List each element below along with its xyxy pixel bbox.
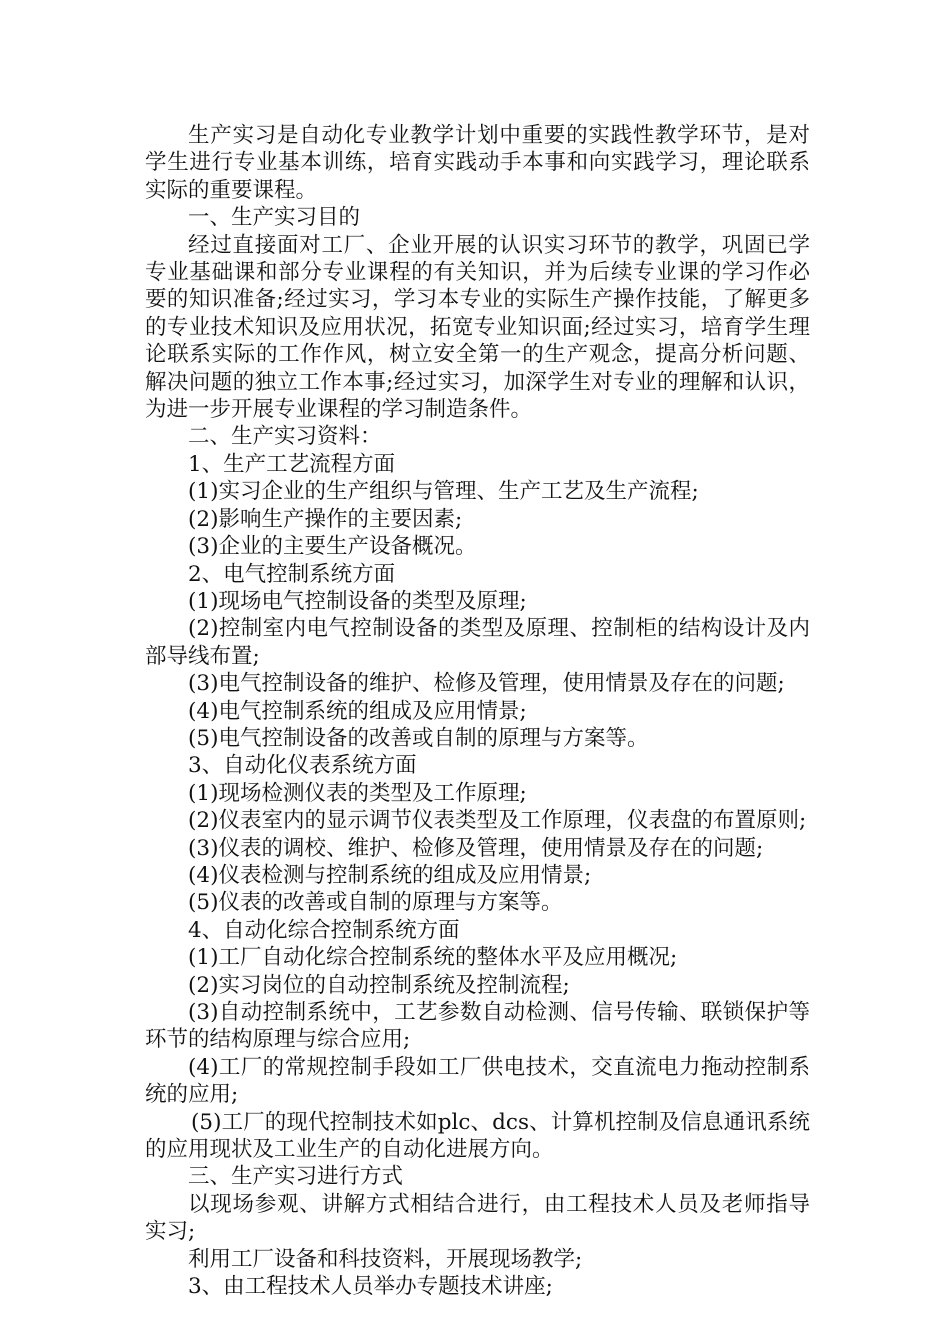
- list-item: (1)现场检测仪表的类型及工作原理;: [188, 780, 527, 806]
- list-item: (3)仪表的调校、维护、检修及管理，使用情景及存在的问题;: [188, 835, 764, 861]
- paragraph-method: 利用工厂设备和科技资料，开展现场教学;: [188, 1246, 583, 1272]
- heading-purpose: 一、生产实习目的: [188, 205, 361, 231]
- heading-method: 三、生产实习进行方式: [188, 1164, 404, 1190]
- list-item: (5)工厂的现代控制技术如plc、dcs、计算机控制及信息通讯系统的应用现状及工业生产的自动化进展方向。: [145, 1109, 810, 1163]
- list-item: (4)工厂的常规控制手段如工厂供电技术，交直流电力拖动控制系统的应用;: [145, 1054, 810, 1108]
- paragraph-intro: 生产实习是自动化专业教学计划中重要的实践性教学环节，是对学生进行专业基本训练，培育实践动手本事和向实践学习，理论联系实际的重要课程。: [145, 123, 810, 203]
- list-item: (4)电气控制系统的组成及应用情景;: [188, 698, 527, 724]
- list-item: (1)工厂自动化综合控制系统的整体水平及应用概况;: [188, 945, 678, 971]
- paragraph-method: 以现场参观、讲解方式相结合进行，由工程技术人员及老师指导实习;: [145, 1191, 810, 1245]
- subheading-instrument: 3、自动化仪表系统方面: [188, 753, 417, 779]
- list-item: (5)电气控制设备的改善或自制的原理与方案等。: [188, 725, 649, 751]
- list-item: (4)仪表检测与控制系统的组成及应用情景;: [188, 862, 592, 888]
- list-item: (2)影响生产操作的主要因素;: [188, 506, 463, 532]
- list-item: (3)自动控制系统中，工艺参数自动检测、信号传输、联锁保护等环节的结构原理与综合应用;: [145, 1000, 810, 1053]
- list-item: (1)实习企业的生产组织与管理、生产工艺及生产流程;: [188, 479, 699, 505]
- subheading-process: 1、生产工艺流程方面: [188, 451, 396, 477]
- list-item: (5)仪表的改善或自制的原理与方案等。: [188, 890, 563, 916]
- subheading-electrical: 2、电气控制系统方面: [188, 561, 396, 587]
- paragraph-purpose: 经过直接面对工厂、企业开展的认识实习环节的教学，巩固已学专业基础课和部分专业课程的有关知识，并为后续专业课的学习作必要的知识准备;经过实习，学习本专业的实际生产操作技能，了解更多的专业技术知识及应用状况，拓宽专业知识面;经过实习，培育学生理论联系实际的工作作风，树立安全第一的生产观念，提高分析问题、解决问题的独立工作本事;经过实习，加深学生对专业的理解和认识，为进一步开展专业课程的学习制造条件。: [145, 232, 810, 423]
- list-item: (2)控制室内电气控制设备的类型及原理、控制柜的结构设计及内部导线布置;: [145, 616, 810, 669]
- list-item: (2)仪表室内的显示调节仪表类型及工作原理，仪表盘的布置原则;: [188, 808, 807, 834]
- list-item: (1)现场电气控制设备的类型及原理;: [188, 588, 527, 614]
- list-item: (3)企业的主要生产设备概况。: [188, 534, 477, 560]
- heading-content: 二、生产实习资料：: [188, 424, 382, 450]
- document-body: [145, 122, 810, 1300]
- list-item: (2)实习岗位的自动控制系统及控制流程;: [188, 972, 570, 998]
- paragraph-method: 3、由工程技术人员举办专题技术讲座;: [188, 1274, 553, 1300]
- subheading-integrated: 4、自动化综合控制系统方面: [188, 917, 460, 943]
- list-item: (3)电气控制设备的维护、检修及管理，使用情景及存在的问题;: [188, 671, 785, 697]
